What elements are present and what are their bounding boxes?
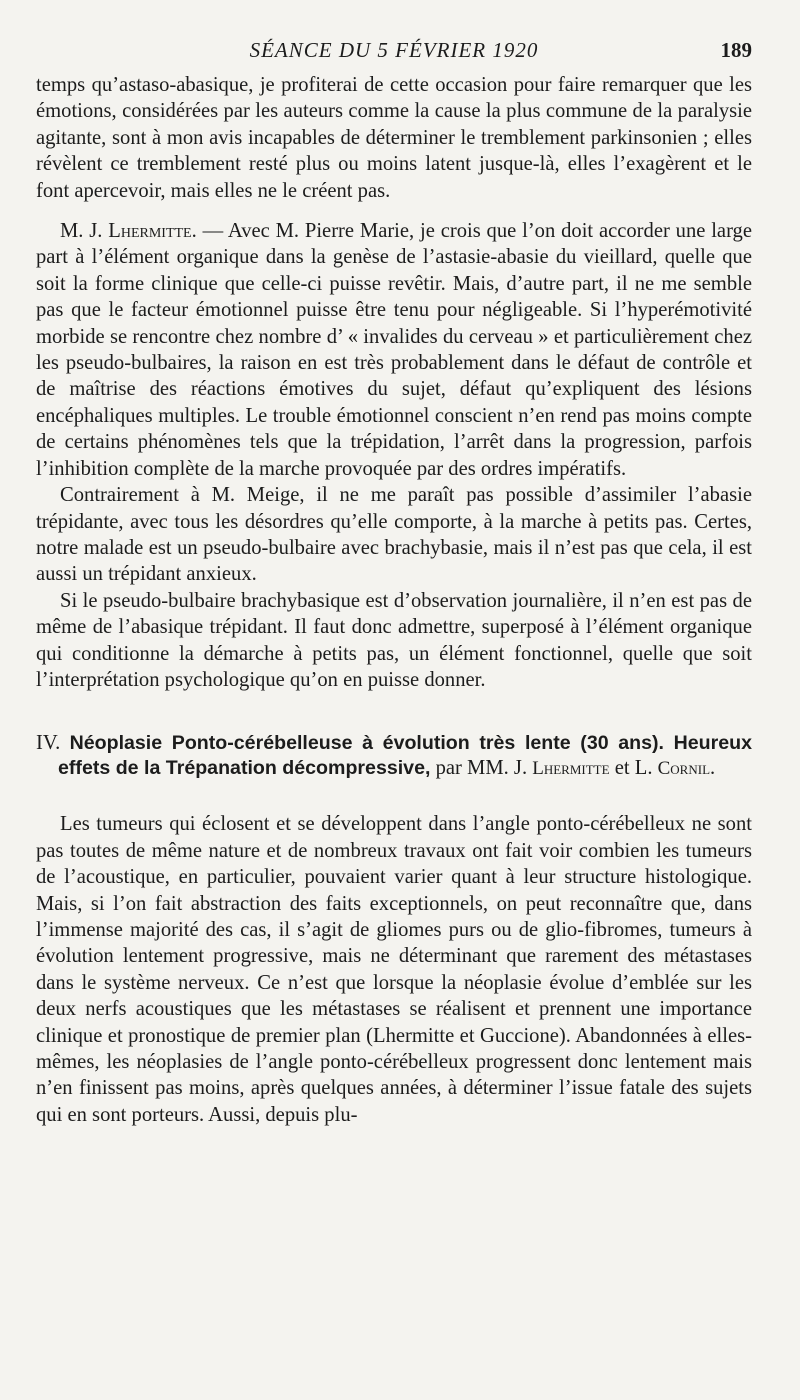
paragraph-meige: Contrairement à M. Meige, il ne me paraît pas possible d’assimiler l’abasie trépidante, avec tous les désordres qu’elle comporte, à la marche à petits pas. Certes, notre malade est un pseudo-bulbaire avec brachybasie, mais il n’est pas que cela, il est aussi un trépidant anxieux.: [36, 484, 752, 586]
paragraph-continuation: temps qu’astaso-abasique, je profiterai de cette occasion pour faire remarquer que les émotions, considérées par les auteurs comme la cause la plus commune de la paralysie agitante, sont à mon avis incapables de déterminer le tremblement parkinsonien ; elles révèlent ce tremblement resté plus ou moins latent jusque-là, elles l’exagèrent et le font apercevoir, mais elles ne le créent pas.: [36, 74, 752, 202]
running-title: SÉANCE DU 5 FÉVRIER 1920: [249, 38, 539, 62]
section-author-1: Lhermitte: [532, 758, 610, 780]
paragraph-pseudo-bulbaire: Si le pseudo-bulbaire brachybasique est d’observation journalière, il n’en est pas de même de l’abasique trépidant. Il faut donc admettre, superposé à l’élément organique qui conditionne la démarche à petits pas, un élément fonctionnel, quelle que soit l’interprétation psychologique qu’on en puisse donner.: [36, 589, 752, 691]
section-title: Néoplasie Ponto-cérébelleuse à évolution très lente (30 ans). Heureux effets de la Trépanation décompressive,: [58, 732, 752, 780]
section-end: .: [710, 757, 716, 780]
running-head: [36, 38, 752, 72]
paragraph-lhermitte-reply: [36, 218, 752, 482]
speaker-name: M. J. Lhermitte.: [60, 220, 197, 243]
section-author-2: Cornil: [657, 758, 711, 780]
paragraph-lhermitte-text: — Avec M. Pierre Marie, je crois que l’on doit accorder une large part à l’élément organique dans la genèse de l’astasie-abasie du vieillard, quelle que soit la forme clinique que celle-ci puisse revêtir. Mais, d’autre part, il ne me semble pas que le facteur émotionnel puisse être tenu pour négligeable. Si l’hyperémotivité morbide se rencontre chez nombre d’ « invalides du cerveau » et particulièrement chez les pseudo-bulbaires, la raison en est très probablement dans le défaut de contrôle et de maîtrise des réactions émotives du sujet, défaut qu’expliquent des lésions encéphaliques multiples. Le trouble émotionnel conscient n’en rend pas moins compte de certains phénomènes tels que la trépidation, l’arrêt dans la progression, parfois l’inhibition complète de la marche provoquée par des ordres impératifs.: [36, 220, 752, 480]
section-by: par MM. J.: [430, 757, 533, 780]
section-and: et L.: [609, 757, 658, 780]
section-numeral: IV.: [36, 732, 61, 755]
page-number: 189: [720, 38, 752, 62]
paragraph-tumeurs: Les tumeurs qui éclosent et se développent dans l’angle ponto-cérébelleux ne sont pas toutes de même nature et de nombreux travaux ont fait voir combien les tumeurs de l’acoustique, en particulier, pouvaient varier quant à leur structure histologique. Mais, si l’on fait abstraction des faits exceptionnels, on peut reconnaître que, dans l’immense majorité des cas, il s’agit de gliomes purs ou de glio-fibromes, tumeurs à évolution lentement progressive, mais ne déterminant que rarement des métastases dans le système nerveux. Ce n’est que lorsque la néoplasie évolue d’emblée sur les deux nerfs acoustiques que les métastases se réalisent et prennent une importance clinique et pronostique de premier plan (Lhermitte et Guccione). Abandonnées à elles-mêmes, les néoplasies de l’angle ponto-cérébelleux progressent donc lentement mais n’en finissent pas moins, après quelques années, à déterminer l’issue fatale des sujets qui en sont porteurs. Aussi, depuis plu-: [36, 813, 752, 1126]
section-heading: [36, 731, 752, 781]
